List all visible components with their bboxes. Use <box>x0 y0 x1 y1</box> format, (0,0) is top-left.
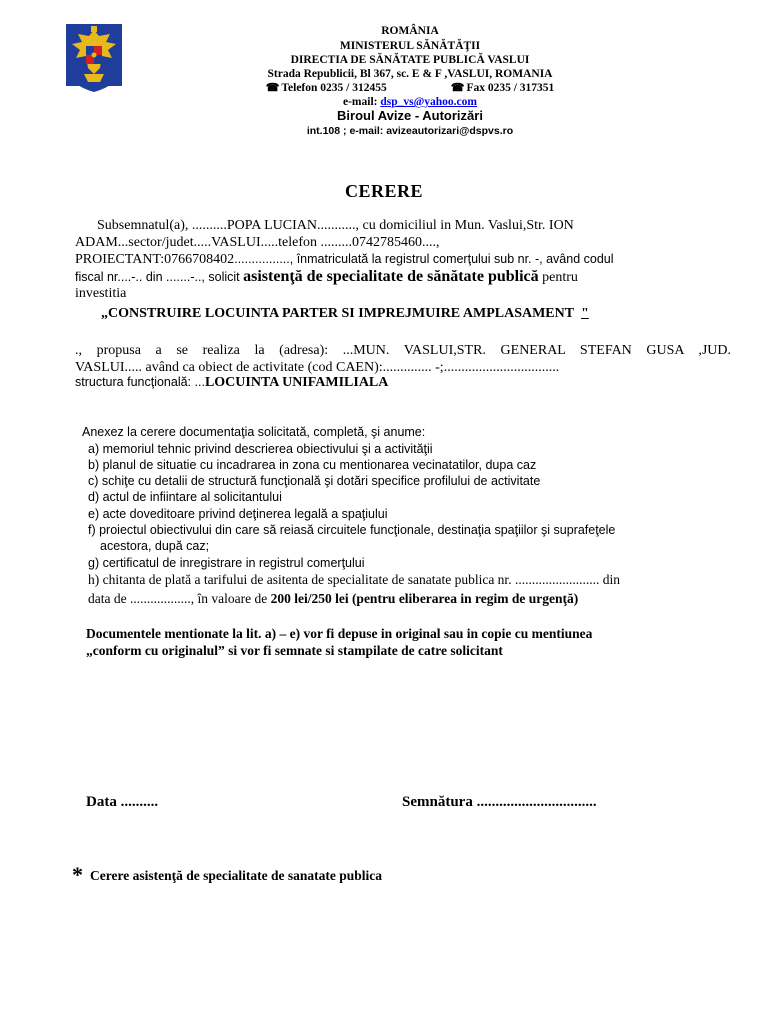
annex-item-h-cont: data de .................., în valoare de 200 lei/250 lei (pentru eliberarea in regim de urgenţă) <box>88 591 579 606</box>
annex-item-h: h) chitanta de plată a tarifului de asitenta de specialitate de sanatate publica nr. ......................... din <box>88 572 620 587</box>
header-address: Strada Republicii, Bl 367, sc. E & F ,VASLUI, ROMANIA <box>267 68 553 80</box>
email-link[interactable]: dsp_vs@yahoo.com <box>380 96 477 108</box>
note-line-1: Documentele mentionate la lit. a) – e) vor fi depuse in original sau in copie cu mentiunea <box>86 626 593 641</box>
note-line-2: „conform cu originalul” si vor fi semnate si stampilate de catre solicitant <box>86 643 503 658</box>
annex-item-c: c) schiţe cu detalii de structură funcţională şi dotări specifice profilului de activitate <box>88 474 541 488</box>
page-title: CERERE <box>344 181 423 201</box>
fax-telephone-icon: ☎ <box>450 82 465 94</box>
header-phone-fax <box>150 81 670 96</box>
header-office: Biroul Avize - Autorizări <box>337 108 483 123</box>
fax-line: ☎ Fax 0235 / 317351 <box>450 82 555 94</box>
body-line-1: Subsemnatul(a), ..........POPA LUCIAN..........., cu domiciliul in Mun. Vaslui,Str. ION <box>97 218 574 233</box>
body-line-2: ADAM...sector/judet.....VASLUI.....telefon .........0742785460...., <box>75 235 440 250</box>
header-directorate: DIRECTIA DE SĂNĂTATE PUBLICĂ VASLUI <box>290 54 530 66</box>
annex-item-a: a) memoriul tehnic privind descrierea obiectivului şi a activităţii <box>88 442 433 456</box>
header-office-contact: int.108 ; e-mail: avizeautorizari@dspvs.ro <box>306 125 514 137</box>
coat-of-arms-icon <box>66 24 122 92</box>
telephone-icon: ☎ <box>265 82 280 94</box>
project-name: „CONSTRUIRE LOCUINTA PARTER SI IMPREJMUIRE AMPLASAMENT " <box>101 306 589 321</box>
header-ministry: MINISTERUL SĂNĂTĂŢII <box>339 40 481 52</box>
date-field: Data .......... <box>86 794 159 810</box>
annex-item-f: f) proiectul obiectivului din care să reiasă circuitele funcţionale, destinaţia spaţiilor şi suprafeţele <box>88 523 616 537</box>
annex-item-f-cont: acestora, după caz; <box>100 539 210 553</box>
body-line-9: structura funcţională: ...LOCUINTA UNIFAMILIALA <box>75 375 389 390</box>
header-email: e-mail: dsp_vs@yahoo.com <box>342 96 477 108</box>
annex-item-b: b) planul de situatie cu incadrarea in zona cu mentionarea vecinatatilor, dupa caz <box>88 458 537 472</box>
annex-item-d: d) actul de infiintare al solicitantului <box>88 490 282 504</box>
footnote-star: * <box>72 862 83 887</box>
signature-field: Semnătura ................................ <box>402 794 597 810</box>
body-line-7: ., propusa a se realiza la (adresa): ...MUN. VASLUI,STR. GENERAL STEFAN GUSA ,JUD. <box>75 343 731 358</box>
body-line-4: fiscal nr....-.. din .......-.., solicit asistenţă de specialitate de sănătate publică pentru <box>75 268 578 285</box>
body-line-8: VASLUI..... având ca obiect de activitate (cod CAEN):.............. -;................................. <box>75 360 560 375</box>
annex-intro: Anexez la cerere documentaţia solicitată, completă, şi anume: <box>82 425 426 439</box>
annex-item-e: e) acte doveditoare privind deţinerea legală a spaţiului <box>88 507 388 521</box>
annex-item-g: g) certificatul de inregistrare in registrul comerţului <box>88 556 365 570</box>
body-line-3: PROIECTANT:0766708402................, înmatriculată la registrul comerţului sub nr. -, având codul <box>75 252 614 267</box>
body-line-5: investitia <box>75 286 127 301</box>
header-country: ROMÂNIA <box>381 25 439 37</box>
footnote-text: Cerere asistenţă de specialitate de sanatate publica <box>90 868 382 883</box>
phone-line: ☎ Telefon 0235 / 312455 <box>265 82 387 94</box>
